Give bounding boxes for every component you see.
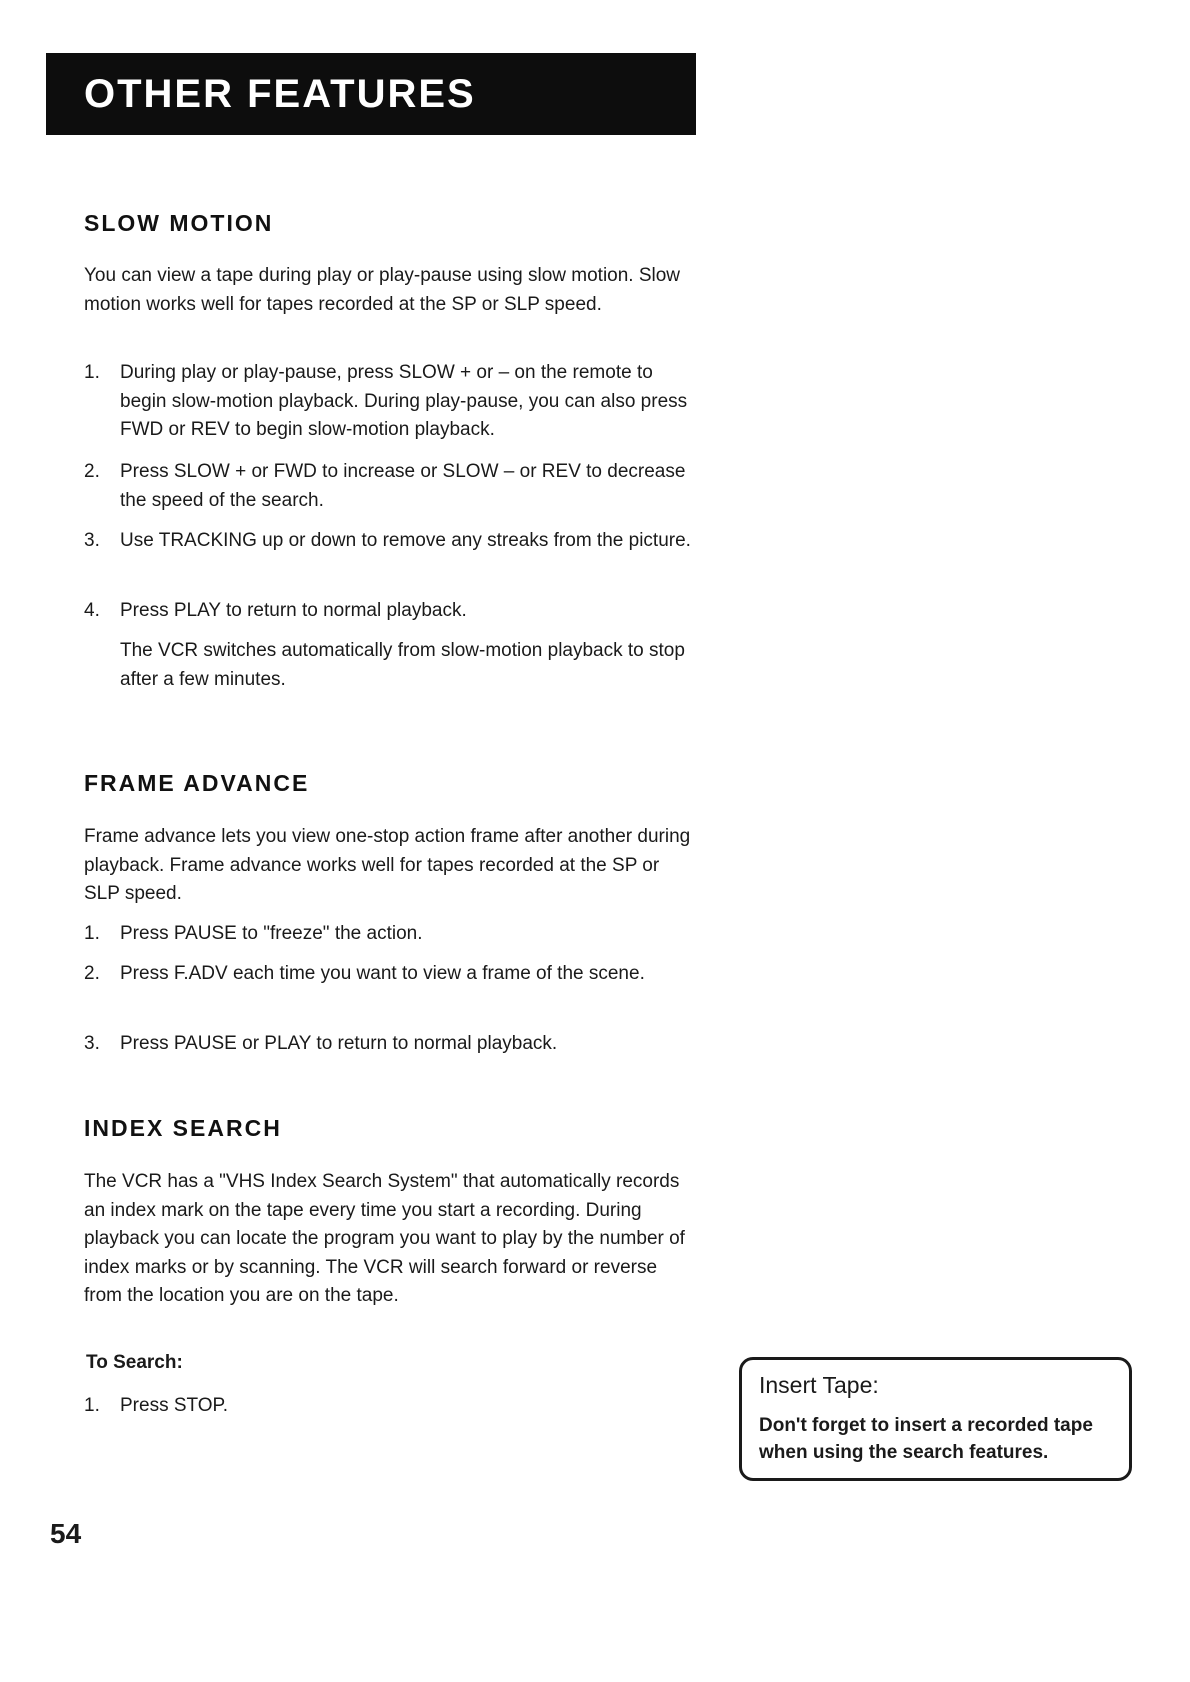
tip-body: Don't forget to insert a recorded tape when using the search features. <box>759 1415 1093 1463</box>
step-text: During play or play-pause, press SLOW + or – on the remote to begin slow-motion playback. During play-pause, you can also press FWD or REV to begin slow-motion playback. <box>120 362 688 440</box>
list-item <box>84 1030 694 1059</box>
step-number: 2. <box>84 963 100 984</box>
list-item <box>84 527 694 556</box>
slow-motion-note: The VCR switches automatically from slow-motion playback to stop after a few minutes. <box>120 640 685 690</box>
step-number: 4. <box>84 600 100 621</box>
frame-advance-heading: FRAME ADVANCE <box>84 770 310 796</box>
index-search-heading: INDEX SEARCH <box>84 1115 282 1141</box>
slow-motion-intro: You can view a tape during play or play-pause using slow motion. Slow motion works well for tapes recorded at the SP or SLP speed. <box>84 265 681 315</box>
frame-advance-intro: Frame advance lets you view one-stop action frame after another during playback. Frame advance works well for tapes recorded at the SP or SLP speed. <box>84 826 691 904</box>
insert-tape-tip-box <box>739 1357 1132 1481</box>
step-text: Press STOP. <box>120 1395 229 1416</box>
step-text: Press PLAY to return to normal playback. <box>120 600 467 621</box>
step-number: 1. <box>84 1395 100 1416</box>
step-number: 3. <box>84 1033 100 1054</box>
step-text: Use TRACKING up or down to remove any streaks from the picture. <box>120 530 691 551</box>
list-item <box>84 1392 694 1421</box>
tip-title: Insert Tape: <box>759 1372 879 1398</box>
step-text: Press SLOW + or FWD to increase or SLOW – or REV to decrease the speed of the search. <box>120 461 686 511</box>
step-text: Press PAUSE to "freeze" the action. <box>120 923 423 944</box>
page-number: 54 <box>50 1518 82 1549</box>
list-item <box>84 920 694 949</box>
list-item <box>84 597 694 626</box>
index-search-intro: The VCR has a "VHS Index Search System" that automatically records an index mark on the tape every time you start a recording. During playback you can locate the program you want to play by the number of index marks or by scanning. The VCR will search forward or reverse from the location you are on the tape. <box>84 1171 685 1306</box>
step-number: 2. <box>84 461 100 482</box>
page-title: OTHER FEATURES <box>84 72 476 116</box>
step-text: Press PAUSE or PLAY to return to normal playback. <box>120 1033 558 1054</box>
step-number: 3. <box>84 530 100 551</box>
list-item <box>84 359 694 445</box>
step-number: 1. <box>84 362 100 383</box>
list-item <box>84 960 694 989</box>
to-search-subheading: To Search: <box>86 1352 183 1373</box>
step-text: Press F.ADV each time you want to view a frame of the scene. <box>120 963 645 984</box>
slow-motion-heading: SLOW MOTION <box>84 210 274 236</box>
step-number: 1. <box>84 923 100 944</box>
list-item <box>84 458 694 515</box>
